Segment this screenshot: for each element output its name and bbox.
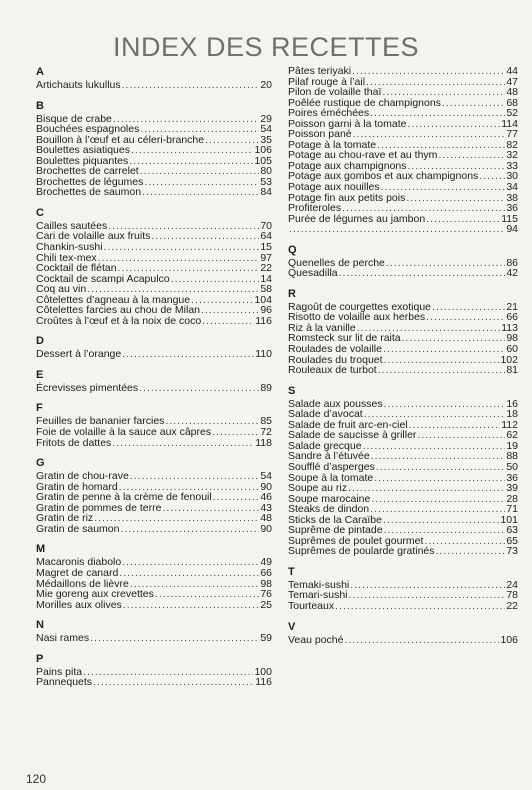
dot-leader [155, 589, 259, 600]
recipe-name: Profiteroles [288, 202, 342, 215]
section-letter: M [36, 543, 46, 556]
recipe-name: Pains pita [36, 665, 83, 678]
recipe-entry [288, 268, 518, 279]
dot-leader [212, 427, 259, 438]
recipe-name: Potage aux champignons [288, 159, 407, 172]
recipe-name: Soupe au riz [288, 482, 347, 495]
section-letter: G [36, 457, 45, 470]
recipe-page-number: 113 [501, 321, 518, 334]
index-section [288, 66, 518, 235]
recipe-name: Boulettes piquantes [36, 154, 129, 167]
recipe-name: Salade aux pousses [288, 397, 383, 410]
dot-leader [144, 177, 259, 188]
recipe-page-number: 36 [506, 202, 518, 215]
recipe-page-number: 116 [255, 314, 272, 327]
dot-leader [479, 171, 505, 182]
recipe-page-number: 118 [255, 436, 272, 449]
recipe-page-number: 112 [501, 418, 518, 431]
recipe-entry [36, 242, 272, 253]
recipe-name: Potage à la tomate [288, 138, 377, 151]
recipe-name: Côtelettes d’agneau à la mangue [36, 293, 191, 306]
recipe-page-number: 102 [500, 353, 518, 366]
dot-leader [171, 274, 260, 285]
recipe-page-number: 47 [506, 75, 518, 88]
recipe-name: Suprême de pintade [288, 524, 383, 537]
recipe-entry [288, 546, 518, 557]
recipe-name: Bouchées espagnoles [36, 123, 140, 136]
recipe-name: Morilles aux olives [36, 598, 122, 611]
recipe-page-number: 52 [506, 107, 518, 120]
dot-leader [436, 546, 506, 557]
recipe-page-number: 97 [260, 251, 272, 264]
section-letter: C [36, 206, 44, 219]
dot-leader [384, 355, 500, 366]
recipe-page-number: 32 [506, 149, 518, 162]
recipe-page-number: 98 [506, 332, 518, 345]
recipe-name: Temaki-sushi [288, 578, 350, 591]
recipe-page-number: 46 [260, 491, 272, 504]
dot-leader [376, 462, 506, 473]
dot-leader [142, 187, 259, 198]
recipe-name: Bisque de crabe [36, 112, 112, 125]
recipe-page-number: 60 [506, 343, 518, 356]
recipe-page-number: 90 [260, 480, 272, 493]
dot-leader [120, 524, 259, 535]
recipe-name: Dessert à l’orange [36, 348, 122, 361]
recipe-page-number: 49 [260, 556, 272, 569]
recipe-page-number: 110 [255, 348, 272, 361]
recipe-page-number: 59 [260, 632, 272, 645]
recipe-entry [288, 483, 518, 494]
recipe-entry [36, 600, 272, 611]
section-letter: A [36, 66, 44, 78]
dot-leader [151, 231, 259, 242]
dot-leader [213, 492, 260, 503]
page-number: 120 [26, 772, 47, 786]
recipe-name: Quesadilla [288, 267, 338, 280]
recipe-page-number: 80 [260, 165, 272, 178]
recipe-name: Soufflé d’asperges [288, 460, 375, 473]
dot-leader [366, 77, 505, 88]
recipe-name: Temari-sushi [288, 589, 348, 602]
dot-leader [122, 557, 259, 568]
dot-leader [98, 253, 260, 264]
recipe-name: Écrevisses pimentées [36, 381, 139, 394]
recipe-name: Risotto de volaille aux herbes [288, 311, 426, 324]
recipe-entry [36, 187, 272, 198]
dot-leader [350, 580, 505, 591]
recipe-entry [36, 524, 272, 535]
recipe-page-number: 62 [506, 429, 518, 442]
recipe-page-number: 76 [260, 588, 272, 601]
dot-leader [438, 150, 505, 161]
recipe-name: Suprêmes de poularde gratinés [288, 545, 435, 558]
recipe-name: Tourteaux [288, 599, 335, 612]
recipe-name: Côtelettes farcies au chou de Milan [36, 304, 201, 317]
page-title: INDEX DES RECETTES [112, 32, 420, 62]
recipe-name: Coq au vin [36, 283, 87, 296]
recipe-name: Pâtes teriyaki [288, 65, 352, 77]
recipe-name: Soupe marocaine [288, 492, 371, 505]
recipe-page-number: 43 [260, 501, 272, 514]
recipe-entry [288, 635, 518, 646]
recipe-entry [36, 677, 272, 688]
recipe-page-number: 25 [260, 598, 272, 611]
recipe-page-number: 18 [506, 408, 518, 421]
recipe-page-number: 21 [506, 300, 518, 313]
recipe-name: Suprêmes de poulet gourmet [288, 534, 424, 547]
section-letter: B [36, 99, 44, 112]
recipe-name: Nasi rames [36, 632, 90, 645]
recipe-name: Salade de saucisse à griller [288, 429, 417, 442]
recipe-page-number: 106 [254, 144, 272, 157]
recipe-page-number: 64 [260, 230, 272, 243]
recipe-page-number: 54 [260, 470, 272, 483]
recipe-entry [36, 589, 272, 600]
dot-leader [344, 635, 499, 646]
recipe-page-number: 73 [506, 545, 518, 558]
recipe-page-number: 48 [260, 512, 272, 525]
recipe-name: Brochettes de légumes [36, 175, 144, 188]
index-section [36, 402, 272, 448]
recipe-page-number: 86 [506, 256, 518, 269]
recipe-page-number: 70 [260, 219, 272, 232]
recipe-entry [288, 224, 518, 235]
dot-leader [122, 80, 260, 91]
recipe-page-number: 30 [506, 170, 518, 183]
recipe-page-number: 98 [260, 577, 272, 590]
recipe-name: Potage aux nouilles [288, 181, 380, 194]
recipe-page-number: 85 [260, 415, 272, 428]
section-letter: Q [288, 243, 297, 256]
dot-leader [374, 473, 505, 484]
recipe-name: Ragoût de courgettes exotique [288, 300, 432, 313]
recipe-name: Mie goreng aux crevettes [36, 588, 154, 601]
recipe-page-number: 53 [260, 175, 272, 188]
recipe-name: Gratin de chou-rave [36, 470, 129, 483]
recipe-page-number: 42 [506, 267, 518, 280]
recipe-name: Purée de légumes au jambon [288, 212, 426, 225]
recipe-name: Médaillons de lièvre [36, 577, 129, 590]
dot-leader [123, 600, 260, 611]
index-section [36, 100, 272, 198]
index-section [36, 369, 272, 394]
recipe-page-number: 54 [260, 123, 272, 136]
recipe-page-number: 82 [506, 138, 518, 151]
recipe-name: Potage aux gombos et aux champignons [288, 170, 479, 183]
recipe-entry [288, 462, 518, 473]
index-column-right [288, 66, 518, 654]
dot-leader [140, 166, 260, 177]
recipe-name: Feuilles de bananier farcies [36, 415, 165, 428]
dot-leader [139, 383, 259, 394]
recipe-name: Pilon de volaille thaï [288, 86, 382, 99]
recipe-name: Rouleaux de turbot [288, 364, 377, 377]
dot-leader [407, 119, 500, 130]
recipe-page-number: 84 [260, 186, 272, 199]
recipe-name: Poisson pané [288, 128, 352, 141]
dot-leader [90, 633, 259, 644]
dot-leader [339, 268, 506, 279]
index-section [36, 543, 272, 610]
index-section [288, 621, 518, 646]
dot-leader [371, 494, 505, 505]
dot-leader [349, 590, 506, 601]
recipe-name: Sticks de la Caraïbe [288, 513, 382, 526]
recipe-page-number: 72 [260, 426, 272, 439]
section-letter: D [36, 335, 44, 348]
index-section [288, 288, 518, 376]
recipe-name: Cocktail de scampi Acapulco [36, 272, 170, 285]
recipe-name: Salade de fruit arc-en-ciel [288, 418, 408, 431]
recipe-entry [36, 438, 272, 449]
recipe-name: Roulades du troquet [288, 353, 383, 366]
dot-leader [129, 156, 253, 167]
recipe-entry [288, 66, 518, 77]
recipe-name: Bouillon à l’œuf et au céleri-branche [36, 133, 205, 146]
recipe-name: Poisson garni à la tomate [288, 117, 407, 130]
recipe-page-number: 58 [260, 283, 272, 296]
recipe-page-number: 96 [260, 304, 272, 317]
recipe-name: Gratin de penne à la crème de fenouil [36, 491, 212, 504]
recipe-name: Cari de volaille aux fruits [36, 230, 151, 243]
recipe-page-number: 94 [506, 223, 518, 236]
recipe-name: Steaks de dindon [288, 503, 370, 516]
recipe-page-number: 35 [260, 133, 272, 146]
dot-leader [432, 302, 505, 313]
dot-leader [352, 66, 505, 77]
dot-leader [112, 438, 254, 449]
recipe-page-number: 63 [506, 524, 518, 537]
recipe-page-number: 29 [260, 112, 272, 125]
recipe-name: Brochettes de saumon [36, 186, 142, 199]
recipe-page-number: 24 [506, 578, 518, 591]
dot-leader [426, 214, 500, 225]
recipe-page-number: 71 [506, 503, 518, 516]
dot-leader [383, 515, 500, 526]
recipe-page-number: 116 [255, 676, 272, 689]
recipe-name: Croûtes à l’œuf et à la noix de coco [36, 314, 202, 327]
recipe-page-number: 65 [506, 534, 518, 547]
recipe-page-number: 22 [260, 262, 272, 275]
index-section [36, 653, 272, 688]
dot-leader [119, 568, 259, 579]
dot-leader [191, 295, 253, 306]
recipe-page-number: 100 [254, 665, 272, 678]
dot-leader [202, 316, 254, 327]
dot-leader [378, 365, 506, 376]
index-section [36, 66, 272, 91]
recipe-page-number: 105 [254, 154, 272, 167]
dot-leader [205, 135, 259, 146]
recipe-page-number: 14 [260, 272, 272, 285]
recipe-name: Magret de canard [36, 566, 119, 579]
dot-leader [201, 305, 259, 316]
recipe-page-number: 38 [506, 191, 518, 204]
dot-leader [417, 430, 505, 441]
recipe-name: Gratin de pommes de terre [36, 501, 162, 514]
recipe-page-number: 90 [260, 522, 272, 535]
dot-leader [406, 193, 505, 204]
recipe-name: Gratin de riz [36, 512, 94, 525]
index-section [288, 385, 518, 557]
recipe-page-number: 34 [506, 181, 518, 194]
recipe-page-number: 104 [254, 293, 272, 306]
dot-leader [426, 312, 505, 323]
recipe-page-number: 44 [506, 65, 518, 77]
index-section [288, 566, 518, 612]
recipe-name: Potage fin aux petits pois [288, 191, 406, 204]
dot-leader [289, 224, 505, 235]
recipe-name: Riz à la vanille [288, 321, 356, 334]
recipe-entry [36, 349, 272, 360]
dot-leader [371, 451, 506, 462]
index-section [36, 457, 272, 534]
recipe-entry [288, 214, 518, 225]
recipe-name: Foie de volaille à la sauce aux câpres [36, 426, 212, 439]
recipe-name: Cailles sautées [36, 219, 108, 232]
dot-leader [386, 258, 505, 269]
recipe-page-number: 68 [506, 96, 518, 109]
recipe-page-number: 106 [500, 633, 518, 646]
recipe-name: Artichauts lukullus [36, 79, 121, 91]
recipe-name: Salade grecque [288, 439, 362, 452]
recipe-name: Roulades de volaille [288, 343, 382, 356]
section-letter: N [36, 619, 44, 632]
recipe-page-number: 16 [506, 397, 518, 410]
recipe-name: Chili tex-mex [36, 251, 97, 264]
dot-leader [381, 182, 506, 193]
dot-leader [409, 420, 501, 431]
index-section [36, 619, 272, 644]
recipe-name: Cocktail de flétan [36, 262, 117, 275]
recipe-page-number: 20 [260, 79, 272, 91]
dot-leader [131, 145, 253, 156]
dot-leader [130, 471, 260, 482]
recipe-name: Poires éméchées [288, 107, 370, 120]
index-section [36, 335, 272, 360]
section-letter: T [288, 565, 295, 578]
dot-leader [122, 349, 254, 360]
recipe-page-number: 77 [506, 128, 518, 141]
recipe-entry [36, 316, 272, 327]
recipe-page-number: 36 [506, 471, 518, 484]
dot-leader [442, 98, 505, 109]
recipe-name: Potage au chou-rave et au thym [288, 149, 438, 162]
recipe-entry [36, 80, 272, 91]
recipe-page-number: 66 [506, 311, 518, 324]
recipe-name: Chankin-sushi [36, 241, 103, 254]
recipe-name: Poêlée rustique de champignons [288, 96, 441, 109]
dot-leader [348, 483, 505, 494]
recipe-name: Brochettes de carrelet [36, 165, 139, 178]
recipe-name: Fritots de dattes [36, 436, 112, 449]
recipe-page-number: 89 [260, 381, 272, 394]
section-letter: F [36, 402, 43, 415]
recipe-page-number: 15 [260, 241, 272, 254]
section-letter: P [36, 652, 44, 665]
dot-leader [104, 242, 260, 253]
recipe-page-number: 66 [260, 566, 272, 579]
recipe-name: Pannequets [36, 676, 93, 689]
recipe-name: Soupe à la tomate [288, 471, 374, 484]
dot-leader [83, 667, 253, 678]
section-letter: S [288, 384, 296, 397]
recipe-name: Boulettes asiatiques [36, 144, 130, 157]
recipe-name: Quenelles de perche [288, 256, 385, 269]
section-letter: E [36, 368, 44, 381]
dot-leader [384, 399, 506, 410]
recipe-entry [36, 633, 272, 644]
recipe-page-number: 50 [506, 460, 518, 473]
section-letter: V [288, 620, 296, 633]
recipe-name: Sandre à l’étuvée [288, 450, 370, 463]
recipe-name: Pilaf rouge à l’ail [288, 75, 366, 88]
recipe-page-number: 101 [500, 513, 518, 526]
recipe-name: Salade d’avocat [288, 408, 363, 421]
recipe-name: Romsteck sur lit de raita [288, 332, 401, 345]
dot-leader [383, 344, 505, 355]
recipe-page-number: 28 [506, 492, 518, 505]
recipe-page-number: 39 [506, 482, 518, 495]
dot-leader [402, 333, 506, 344]
section-letter: R [288, 287, 296, 300]
dot-leader [370, 504, 505, 515]
recipe-entry [36, 568, 272, 579]
recipe-page-number: 22 [506, 599, 518, 612]
dot-leader [424, 536, 505, 547]
recipe-page-number: 115 [501, 212, 518, 225]
index-section [36, 207, 272, 326]
recipe-page-number: 114 [501, 117, 518, 130]
recipe-page-number: 78 [506, 589, 518, 602]
recipe-entry [288, 344, 518, 355]
dot-leader [93, 677, 254, 688]
recipe-page-number: 48 [506, 86, 518, 99]
recipe-name: Veau poché [288, 633, 344, 646]
index-section [288, 244, 518, 279]
recipe-page-number: 88 [506, 450, 518, 463]
dot-leader [363, 441, 506, 452]
recipe-page-number: 33 [506, 159, 518, 172]
recipe-name: Macaronis diabolo [36, 556, 122, 569]
index-column-left [36, 66, 272, 697]
recipe-entry [36, 383, 272, 394]
recipe-entry [36, 427, 272, 438]
recipe-entry [288, 601, 518, 612]
dot-leader [335, 601, 505, 612]
recipe-entry [288, 182, 518, 193]
recipe-entry [288, 365, 518, 376]
recipe-name: Gratin de homard [36, 480, 118, 493]
dot-leader [162, 503, 259, 514]
recipe-name: Gratin de saumon [36, 522, 120, 535]
recipe-page-number: 81 [506, 364, 518, 377]
recipe-page-number: 19 [506, 439, 518, 452]
